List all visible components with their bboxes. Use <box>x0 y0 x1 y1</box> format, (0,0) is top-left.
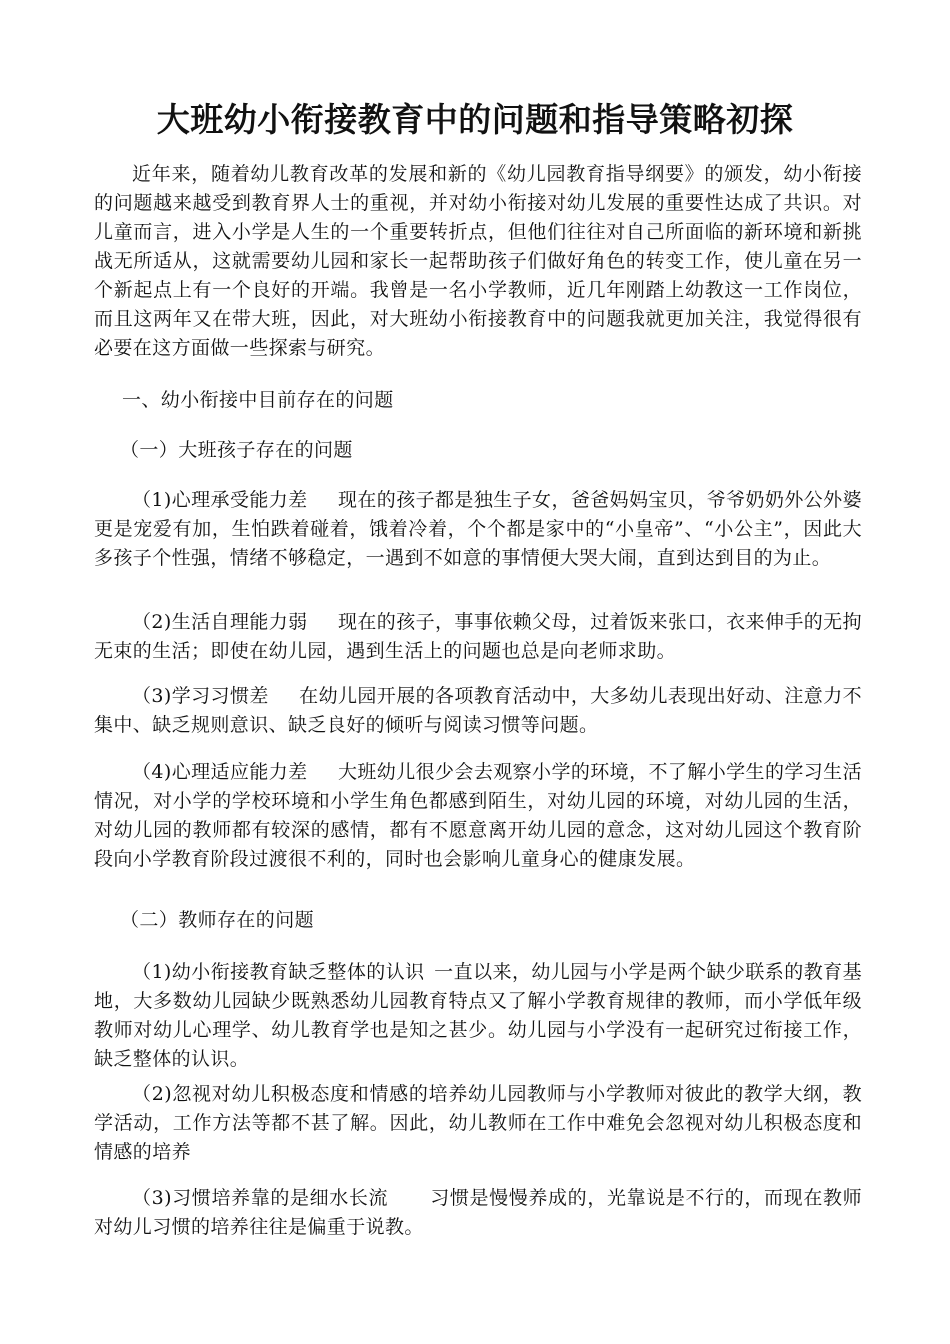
children-item-2 <box>94 608 862 666</box>
children-item-3 <box>94 682 862 740</box>
teacher-item-2 <box>94 1080 862 1167</box>
item-text: 在幼儿园开展的各项教育活动中，大多幼儿表现出好动、注意力不集中、缺乏规则意识、缺乏良好的倾听与阅读习惯等问题。 <box>94 685 862 736</box>
item-text: 幼儿园教师与小学教师对彼此的教学大纲，教学活动，工作方法等都不甚了解。因此，幼儿教师在工作中难免会忽视对幼儿积极态度和情感的培养 <box>94 1083 862 1163</box>
item-label: （1)幼小衔接教育缺乏整体的认识 <box>132 961 425 983</box>
children-item-1 <box>94 486 862 573</box>
item-text: 大班幼儿很少会去观察小学的环境，不了解小学生的学习生活情况，对小学的学校环境和小学生角色都感到陌生，对幼儿园的环境，对幼儿园的生活，对幼儿园的教师都有较深的感情，都有不愿意离开幼儿园的意念，这对幼儿园这个教育阶段向小学教育阶段过渡很不利的，同时也会影响儿童身心的健康发展。 <box>94 761 862 870</box>
item-label: （4)心理适应能力差 <box>132 761 308 783</box>
children-item-4 <box>94 758 862 874</box>
subsection-heading-children: （一）大班孩子存在的问题 <box>120 439 353 461</box>
subsection-heading-teachers: （二）教师存在的问题 <box>120 909 315 931</box>
item-label: （2)忽视对幼儿积极态度和情感的培养 <box>132 1083 469 1105</box>
teacher-item-3 <box>94 1184 862 1242</box>
item-label: （1)心理承受能力差 <box>132 489 308 511</box>
item-text: 现在的孩子，事事依赖父母，过着饭来张口，衣来伸手的无拘无束的生活；即使在幼儿园，遇到生活上的问题也总是向老师求助。 <box>94 611 862 662</box>
intro-paragraph: 近年来，随着幼儿教育改革的发展和新的《幼儿园教育指导纲要》的颁发，幼小衔接的问题越来越受到教育界人士的重视，并对幼小衔接对幼儿发展的重要性达成了共识。对儿童而言，进入小学是人生的一个重要转折点，但他们往往对自己所面临的新环境和新挑战无所适从，这就需要幼儿园和家长一起帮助孩子们做好角色的转变工作，使儿童在另一个新起点上有一个良好的开端。我曾是一名小学教师，近几年刚踏上幼教这一工作岗位，而且这两年又在带大班，因此，对大班幼小衔接教育中的问题我就更加关注，我觉得很有必要在这方面做一些探索与研究。 <box>94 163 862 359</box>
item-label: （3)学习习惯差 <box>132 685 269 707</box>
section-heading-1: 一、幼小衔接中目前存在的问题 <box>122 389 394 411</box>
item-text: 一直以来，幼儿园与小学是两个缺少联系的教育基地，大多数幼儿园缺少既熟悉幼儿园教育特点又了解小学教育规律的教师，而小学低年级教师对幼儿心理学、幼儿教育学也是知之甚少。幼儿园与小学没有一起研究过衔接工作，缺乏整体的认识。 <box>94 961 862 1070</box>
teacher-item-1 <box>94 958 862 1074</box>
item-text: 习惯是慢慢养成的，光靠说是不行的，而现在教师对幼儿习惯的培养往往是偏重于说教。 <box>94 1187 862 1238</box>
item-label: （3)习惯培养靠的是细水长流 <box>132 1187 389 1209</box>
item-label: （2)生活自理能力弱 <box>132 611 308 633</box>
item-text: 现在的孩子都是独生子女，爸爸妈妈宝贝，爷爷奶奶外公外婆更是宠爱有加，生怕跌着碰着，饿着冷着，个个都是家中的“小皇帝”、“小公主”，因此大多孩子个性强，情绪不够稳定，一遇到不如意的事情便大哭大闹，直到达到目的为止。 <box>94 489 862 569</box>
document-title: 大班幼小衔接教育中的问题和指导策略初探 <box>156 100 794 139</box>
